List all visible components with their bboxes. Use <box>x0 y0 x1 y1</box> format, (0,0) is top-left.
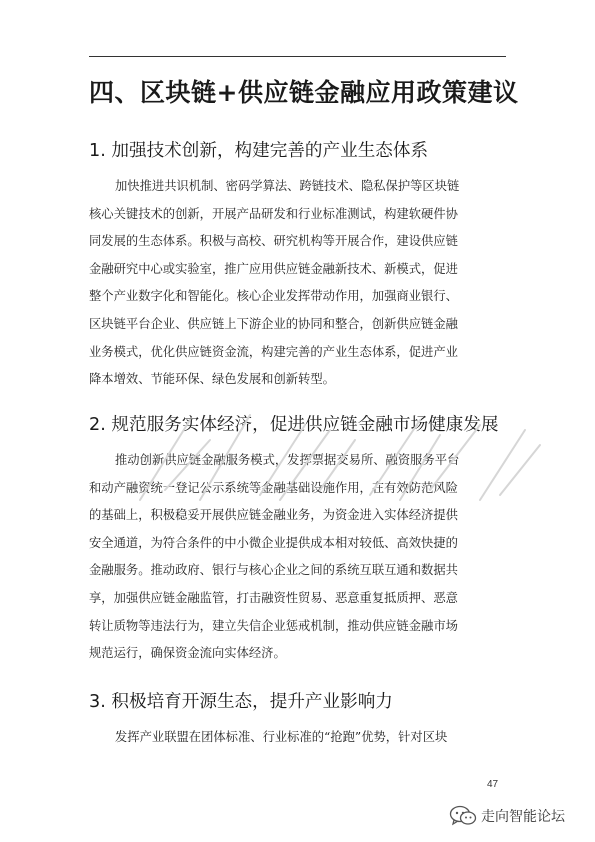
badge-label: 走向智能论坛 <box>481 809 565 825</box>
section-title-3: 3. 积极培育开源生态，提升产业影响力 <box>89 692 393 712</box>
paragraph-line: 规范运行，确保资金流向实体经济。 <box>89 646 286 661</box>
paragraph-line: 享，加强供应链金融监管，打击融资性贸易、恶意重复抵质押、恶意 <box>89 590 458 605</box>
section-2-paragraph <box>89 447 507 668</box>
paragraph-line: 金融研究中心或实验室，推广应用供应链金融新技术、新模式，促进 <box>89 261 458 276</box>
paragraph-line: 安全通道，为符合条件的中小微企业提供成本相对较低、高效快捷的 <box>89 535 458 550</box>
paragraph-line: 业务模式，优化供应链资金流，构建完善的产业生态体系，促进产业 <box>89 344 458 359</box>
paragraph-line: 发挥产业联盟在团体标准、行业标准的“抢跑”优势，针对区块 <box>115 730 448 744</box>
paragraph-line: 核心关键技术的创新，开展产品研发和行业标准测试，构建软硬件协 <box>89 206 458 221</box>
wechat-icon <box>449 805 477 827</box>
paragraph-line: 的基础上，积极稳妥开展供应链金融业务，为资金进入实体经济提供 <box>89 508 458 523</box>
paragraph-line: 整个产业数字化和智能化。核心企业发挥带动作用，加强商业银行、 <box>89 289 458 304</box>
section-title-1: 1. 加强技术创新，构建完善的产业生态体系 <box>89 141 429 161</box>
chapter-title: 四、区块链+供应链金融应用政策建议 <box>89 78 519 107</box>
header-rule <box>89 56 506 57</box>
paragraph-line: 同发展的生态体系。积极与高校、研究机构等开展合作，建设供应链 <box>89 234 458 249</box>
paragraph-line: 加快推进共识机制、密码学算法、跨链技术、隐私保护等区块链 <box>115 179 460 193</box>
section-3-paragraph <box>89 724 507 752</box>
section-title-2: 2. 规范服务实体经济，促进供应链金融市场健康发展 <box>89 415 499 435</box>
paragraph-line: 降本增效、节能环保、绿色发展和创新转型。 <box>89 372 335 387</box>
paragraph-line: 转让质物等违法行为，建立失信企业惩戒机制，推动供应链金融市场 <box>89 618 458 633</box>
paragraph-line: 区块链平台企业、供应链上下游企业的协同和整合，创新供应链金融 <box>89 316 458 331</box>
source-badge <box>449 805 565 827</box>
section-1-paragraph <box>89 173 507 394</box>
paragraph-line: 和动产融资统一登记公示系统等金融基础设施作用，在有效防范风险 <box>89 480 458 495</box>
paragraph-line: 金融服务。推动政府、银行与核心企业之间的系统互联互通和数据共 <box>89 563 458 578</box>
page-number: 47 <box>487 779 499 790</box>
paragraph-line: 推动创新供应链金融服务模式，发挥票据交易所、融资服务平台 <box>115 453 460 467</box>
